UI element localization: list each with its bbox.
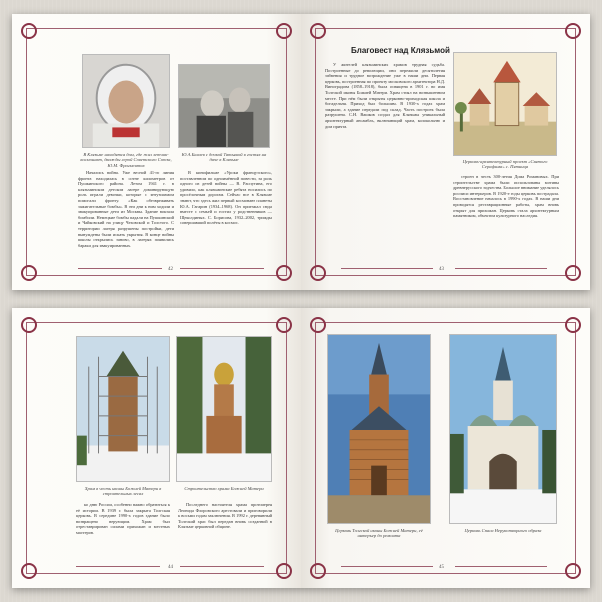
paragraph: строен в честь 300-летия Дома Романовых. При строительстве храма были использованы мотивы древнерусского зодчества. Большое внимание уделялось росписи интерьеров. В 1920-е годы церковь пострадала. Восстановление началось в 1990-х годах. В наши дни проводятся реставрационные работы, храм вновь открыт для прихожан. Церковь стала архитектурным памятником, объектом культурного наследия. [453,174,559,219]
ornament-corner [310,23,326,39]
divider [455,268,547,269]
photo-tolga-church [327,334,431,524]
page-number: 42 [168,267,173,272]
photo-caption: Церковь Спаса Нерукотворного образа [464,528,542,533]
photo-cosmonaut [82,54,170,148]
page-43 [301,14,590,290]
page-42 [12,14,301,290]
ornament-corner [565,563,581,579]
text-column [453,174,559,260]
ornament-corner [21,317,37,333]
page-number: 44 [168,565,173,570]
ornament-corner [310,563,326,579]
paragraph: У жителей клязьминских храмов трудная судьба. Построенные до революции, они пережили десятилетия забвения и трудное возрождение уже в наши дни. Первая церковь, построенная по проекту московского архитектора Н.Д. Виноградова (1858–1918), была освящена в 1901 г. во имя Толгской иконы Божией Матери. Храм стоял на возвышенном месте. При нём были открыты церковно-приходская школа и богадельня. Приход был большим. В 1930-х годах храм закрыли, а здание передали под склад. Часть построек была разрушена. С.Н. Вашков создал для Клязьмы уникальный архитектурный ансамбль, включающий храм, колокольню и дом причта. [325,62,445,129]
ornament-corner [565,265,581,281]
ornament-corner [21,265,37,281]
photo-church-construction [176,336,272,482]
paragraph: ко дню России, особенно важно обратиться к её истории. В 1939 г. была закрыта Толгская церковь. В середине 1990-х годов здание было возвращено верующим. Храм был отреставрирован силами прихожан и местных мастеров. [76,502,170,535]
divider [341,268,433,269]
divider [180,268,264,269]
divider [78,268,162,269]
ornament-corner [310,265,326,281]
photo-caption: Церковь-архитектурный проект «Святого Серафима» с. Пятница [462,159,548,170]
divider [180,566,264,567]
paragraph: Начались война. Уже весной 41-го линия фронта находилась в сотне километров от Пушкинского района. Летом 1941 г. в клязьминском детском лагере доминирующую роль играли девочки, которые с энтузиазмом помогали фронту. «Как обезвреживать зажигательные бомбы». В эти дни к ним ходили и эвакуированные дети из Москвы. Здание вокзала бомбили. Немецкие бомбы падали на Пушкинский и Чайковский на улицу Чеховской и Толстого. С территории лагеря разрушены постройки, дети вынуждены были искать укрытия. В конце войны школы открылись заново, в лагерях появились бараки для эвакуированных. [78,170,174,248]
ornament-corner [21,23,37,39]
divider [455,566,547,567]
ornament-corner [276,563,292,579]
page-number: 43 [439,267,444,272]
page-45 [301,308,590,588]
ornament-corner [276,23,292,39]
photo-family [178,64,270,148]
photo-caption: Строительство храма Божией Матери [184,486,264,491]
photo-caption: В Клязьме находятся дом, где жил летчик-космонавт, дважды герой Советского Союза, Ю.М. Фрагментов [80,152,172,168]
ornament-corner [276,317,292,333]
ornament-corner [565,317,581,333]
divider [76,566,160,567]
paragraph: Последнего настоятеля храма протоиерея Леонида Флоровского арестовали и приговорили к восьми годам заключения. В 1992 г. деревянный Толгский храс был передан вновь созданной в Клязьме церковной общине. [178,502,272,530]
bottom-spread [12,308,590,588]
photo-caption: Церковь Толгской иконы Божией Матери, её интерьер до ремонта [335,528,423,539]
page-title: Благовест над Клязьмой [351,46,450,55]
painting-church [453,52,557,156]
photo-caption: Ю.А.Багаев с дочкой Татьяной в гостях на даче в Клязьме [181,152,267,163]
ornament-corner [310,317,326,333]
page-44 [12,308,301,588]
ornament-corner [565,23,581,39]
paragraph: В кинофильме «Уроки французского», поставленном по одноимённой повести, за роль одного из детей войны — В. Распутина, его удивило, как клязьминские ребята носились по просёлочным дорогам. Сейчас все в Клязьме знают, что здесь жил первый космонавт планеты Ю.А. Гагарин (1934–1968). Он приезжал сюда вместе с семьей и гостил у родственников — Щеколдиных. С. Борисова, 1932–2002, трижды совершавший полёты в космос. [180,170,272,226]
text-column [76,502,170,558]
text-column [180,170,272,266]
ornament-corner [21,563,37,579]
divider [341,566,433,567]
photo-spas-church [449,334,557,524]
top-spread [12,14,590,290]
ornament-corner [276,265,292,281]
text-column [178,502,272,558]
photo-scaffolding-church [76,336,170,482]
photo-caption: Храм в честь иконы Божией Матери в строительных лесах [84,486,162,497]
text-column [325,62,445,260]
page-number: 45 [439,565,444,570]
text-column [78,170,174,266]
